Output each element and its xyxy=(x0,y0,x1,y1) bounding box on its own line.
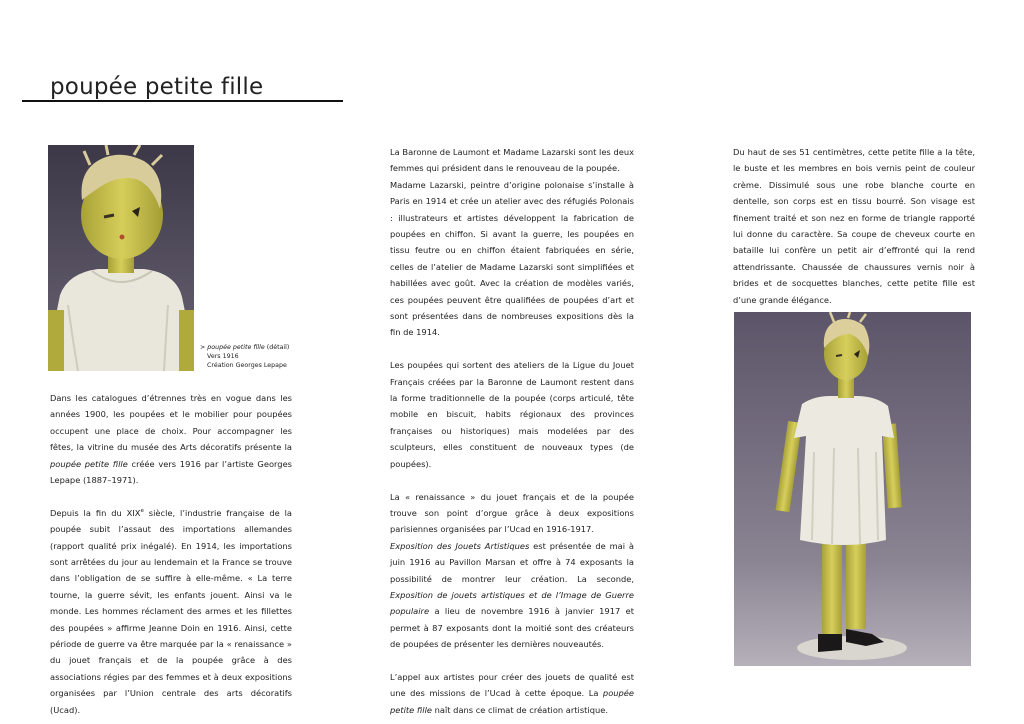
superscript: e xyxy=(140,508,144,515)
text-run: naît dans ce climat de création artistique. xyxy=(432,704,608,715)
caption-marker: > xyxy=(200,344,206,351)
caption-title: poupée petite fille xyxy=(207,344,265,351)
paragraph: La « renaissance » du jouet français et de la poupée trouve son point d’orgue grâce à deux expositions parisiennes organisées par l’Ucad en 1916-1917. xyxy=(390,491,634,535)
text-column-2 xyxy=(390,144,634,718)
paragraph xyxy=(50,390,292,488)
text-run: est présentée de mai à juin 1916 au Pavillon Marsan et offre à 74 exposants la possibilité de montrer leur création. La seconde, xyxy=(390,540,635,584)
text-run: Dans les catalogues d’étrennes très en vogue dans les années 1900, les poupées et le mobilier pour poupées occupent une place de choix. Pour accompagner les fêtes, la vitrine du musée des Arts décoratifs présente la xyxy=(50,393,292,453)
paragraph xyxy=(390,538,634,653)
paragraph: Du haut de ses 51 centimètres, cette petite fille a la tête, le buste et les membres en bois vernis peint de couleur crème. Dissimulé sous une robe blanche courte en dentelle, son corps est en tissu bourré. Son visage est finement traité et son nez en forme de triangle rapporté lui donne du caractère. Sa coupe de cheveux courte en bataille lui confère un petit air d’effronté qui la rend attendrissante. Chaussée de chaussures vernis noir à brides et de socquettes blanches, cette petite fille est d’une grande élégance. xyxy=(733,147,975,305)
italic-title: poupée petite fille xyxy=(390,688,634,715)
text-run: créée vers 1916 par l’artiste Georges Lepape (1887–1971). xyxy=(50,458,292,486)
paragraph xyxy=(50,505,292,718)
italic-title: poupée petite fille xyxy=(50,458,128,469)
paragraph: La Baronne de Laumont et Madame Lazarski sont les deux femmes qui président dans le renouveau de la poupée. xyxy=(390,147,634,174)
caption-credit: Création Georges Lepape xyxy=(207,362,287,369)
title-underline xyxy=(22,100,343,102)
text-run: L’appel aux artistes pour créer des jouets de qualité est une des missions de l’Ucad à cette époque. La xyxy=(390,671,634,699)
italic-title: Exposition de jouets artistiques et de l’Image de Guerre populaire xyxy=(390,589,634,617)
page-title: poupée petite fille xyxy=(50,74,264,100)
text-run: a lieu de novembre 1916 à janvier 1917 et permet à 87 exposants dont la moitié sont des créateurs de poupées de présenter les dernières nouveautés. xyxy=(390,606,634,650)
text-column-3 xyxy=(733,144,975,308)
caption-detail: (détail) xyxy=(266,344,290,351)
doll-full-photo xyxy=(734,312,971,666)
caption-date: Vers 1916 xyxy=(207,353,239,360)
text-run: Depuis la fin du XIX xyxy=(50,507,141,518)
doll-detail-photo xyxy=(48,145,194,371)
text-column-1 xyxy=(50,390,292,718)
paragraph xyxy=(390,669,634,718)
photo-caption xyxy=(200,343,320,370)
paragraph: Madame Lazarski, peintre d’origine polonaise s’installe à Paris en 1914 et crée un atelier avec des réfugiés Polonais : illustrateurs et artistes développent la fabrication de poupées en chiffon. Si avant la guerre, les poupées en tissu feutre ou en chiffon étaient fabriquées en série, celles de l’atelier de Madame Lazarski sont simplifiées et habillées avec goût. Avec la création de modèles variés, ces poupées peuvent être qualifiées de poupées d’art et sont présentées dans de nombreuses expositions dès la fin de 1914. xyxy=(390,179,634,338)
text-run: siècle, l’industrie française de la poupée subit l’assaut des importations allemandes (rapport qualité prix inégalé). En 1914, les importations sont arrêtées du jour au lendemain et la France se trouve dans l’obligation de se suffire à elle-même. « La terre tourne, la guerre sévit, les enfants jouent. Ainsi va le monde. Les hommes réclament des armes et les fillettes des poupées » affirme Jeanne Doin en 1916. Ainsi, cette période de guerre va être marquée par la « renaissance » du jouet français et de la poupée grâce à des associations régies par des femmes et à deux expositions organisées par l’Union centrale des arts décoratifs (Ucad). xyxy=(50,507,292,715)
paragraph: Les poupées qui sortent des ateliers de la Ligue du Jouet Français créées par la Baronne de Laumont restent dans la forme traditionnelle de la poupée (corps articulé, tête mobile en biscuit, habits régionaux des provinces françaises ou historiques) mais modelées par des sculpteurs, elles constituent de nouveaux types (de poupées). xyxy=(390,360,634,469)
italic-title: Exposition des Jouets Artistiques xyxy=(390,540,530,551)
